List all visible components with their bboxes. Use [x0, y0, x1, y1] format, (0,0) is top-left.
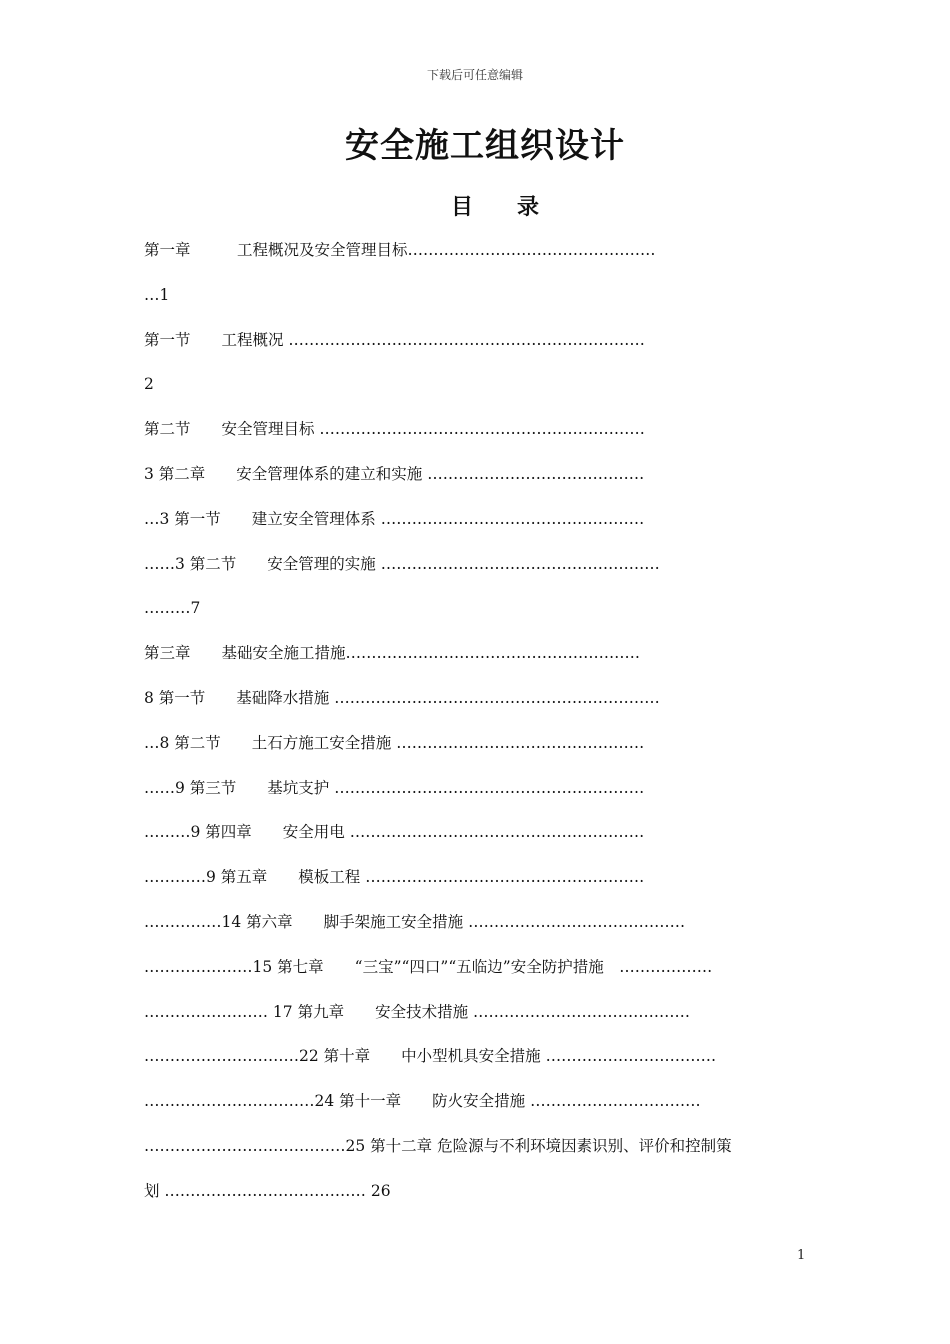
toc-line[interactable]: 第三章 基础安全施工措施………………………………………………… [144, 644, 641, 663]
toc-line[interactable]: 8 第一节 基础降水措施 ……………………………………………………… [144, 688, 660, 707]
toc-line[interactable]: ………7 [144, 599, 201, 618]
toc-line[interactable]: ………9 第四章 安全用电 ………………………………………………… [144, 823, 645, 842]
toc-heading [0, 190, 950, 221]
toc-line[interactable]: …………………… 17 第九章 安全技术措施 …………………………………… [144, 1002, 691, 1021]
toc-line[interactable]: …………………………………25 第十二章 危险源与不利环境因素识别、评价和控制策 [144, 1136, 732, 1155]
toc-line[interactable]: …1 [144, 285, 170, 304]
toc-line[interactable]: 第二节 安全管理目标 ……………………………………………………… [144, 420, 645, 439]
header-note: 下载后可任意编辑 [426, 68, 523, 82]
toc-line[interactable]: 第一章 工程概况及安全管理目标………………………………………… [144, 241, 656, 259]
toc-heading-left: 目 [450, 194, 473, 220]
toc-line[interactable]: …………9 第五章 模板工程 ……………………………………………… [144, 868, 645, 887]
toc-line[interactable]: 3 第二章 安全管理体系的建立和实施 …………………………………… [144, 464, 645, 483]
toc-line[interactable]: ……9 第三节 基坑支护 …………………………………………………… [144, 778, 645, 797]
toc-line[interactable]: …………………15 第七章 “三宝”“四口”“五临边”安全防护措施 ……………… [144, 957, 713, 976]
toc-line[interactable]: ……3 第二节 安全管理的实施 ……………………………………………… [144, 554, 660, 573]
toc-line[interactable]: ……………14 第六章 脚手架施工安全措施 …………………………………… [144, 912, 686, 931]
toc-line[interactable]: …3 第一节 建立安全管理体系 …………………………………………… [144, 509, 645, 528]
document-title: 安全施工组织设计 [345, 126, 625, 166]
table-of-contents [144, 236, 814, 1222]
toc-line[interactable]: …………………………22 第十章 中小型机具安全措施 …………………………… [144, 1047, 717, 1066]
toc-line[interactable]: …8 第二节 土石方施工安全措施 ………………………………………… [144, 733, 645, 752]
toc-heading-right: 录 [517, 194, 540, 220]
toc-line[interactable]: 划 ………………………………… 26 [144, 1181, 391, 1200]
toc-line[interactable]: ……………………………24 第十一章 防火安全措施 …………………………… [144, 1092, 701, 1111]
toc-line[interactable]: 第一节 工程概况 …………………………………………………………… [144, 330, 645, 349]
page-number: 1 [797, 1248, 806, 1263]
toc-line[interactable]: 2 [144, 375, 154, 394]
